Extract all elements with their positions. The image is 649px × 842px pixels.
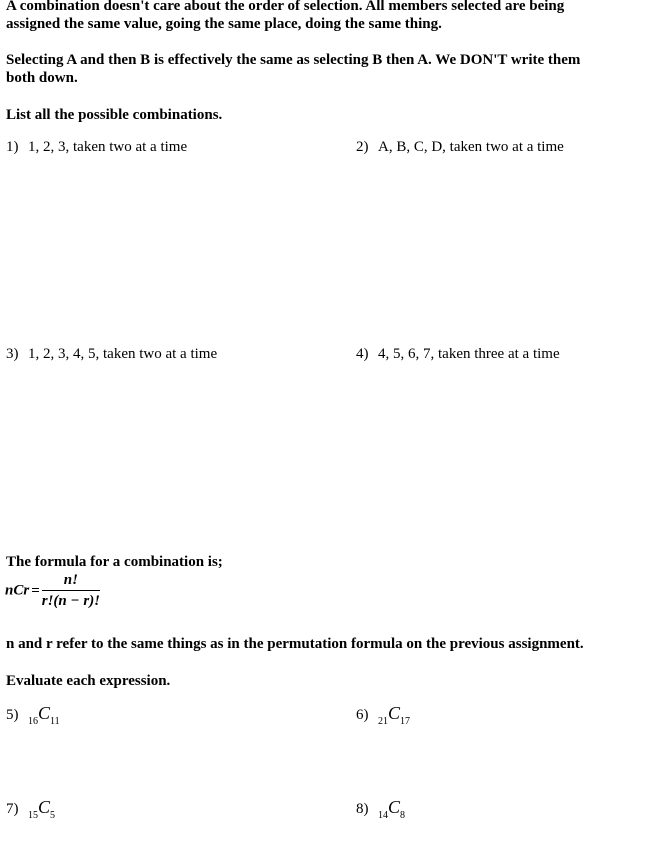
problem-text: 1, 2, 3, taken two at a time: [28, 139, 188, 155]
problem-5: [6, 704, 60, 726]
combination-symbol: C: [388, 703, 401, 723]
r-subscript: 8: [400, 810, 406, 821]
problem-number: 8): [356, 801, 369, 817]
problem-number: 1): [6, 139, 19, 155]
formula-heading: The formula for a combination is;: [6, 554, 223, 570]
problem-text: 1, 2, 3, 4, 5, taken two at a time: [28, 346, 218, 362]
intro-line-3: Selecting A and then B is effectively the same as selecting B then A. We DON'T write them: [6, 52, 581, 68]
combination-symbol: C: [38, 797, 51, 817]
formula-note: n and r refer to the same things as in the permutation formula on the previous assignment.: [6, 636, 584, 652]
n-subscript: 16: [28, 716, 38, 727]
formula-numerator: n!: [42, 572, 100, 591]
n-subscript: 15: [28, 810, 38, 821]
intro-line-2: assigned the same value, going the same place, doing the same thing.: [6, 16, 442, 32]
r-subscript: 11: [50, 716, 60, 727]
problem-8: [356, 798, 405, 820]
problem-2: [356, 138, 564, 156]
problem-number: 2): [356, 139, 369, 155]
problem-number: 3): [6, 346, 19, 362]
problem-number: 4): [356, 346, 369, 362]
problem-number: 6): [356, 707, 369, 723]
n-subscript: 14: [378, 810, 388, 821]
list-instruction: List all the possible combinations.: [6, 107, 223, 123]
n-subscript: 21: [378, 716, 388, 727]
problem-4: [356, 345, 560, 363]
problem-number: 7): [6, 801, 19, 817]
formula-fraction: [42, 572, 100, 610]
problem-text: A, B, C, D, taken two at a time: [378, 139, 564, 155]
formula-lhs: nCr: [5, 582, 30, 599]
evaluate-heading: Evaluate each expression.: [6, 673, 171, 689]
intro-line-1: A combination doesn't care about the order of selection. All members selected are being: [6, 0, 565, 14]
intro-line-4: both down.: [6, 70, 78, 86]
formula-denominator: r!(n − r)!: [41, 593, 101, 609]
combination-symbol: C: [388, 797, 401, 817]
formula-equals: =: [31, 582, 40, 599]
r-subscript: 17: [400, 716, 411, 727]
problem-7: [6, 798, 55, 820]
problem-number: 5): [6, 707, 19, 723]
problem-1: [6, 138, 187, 156]
combination-formula: [5, 572, 100, 610]
r-subscript: 5: [50, 810, 56, 821]
problem-3: [6, 345, 217, 363]
problem-text: 4, 5, 6, 7, taken three at a time: [378, 346, 560, 362]
problem-6: [356, 704, 410, 726]
combination-symbol: C: [38, 703, 51, 723]
